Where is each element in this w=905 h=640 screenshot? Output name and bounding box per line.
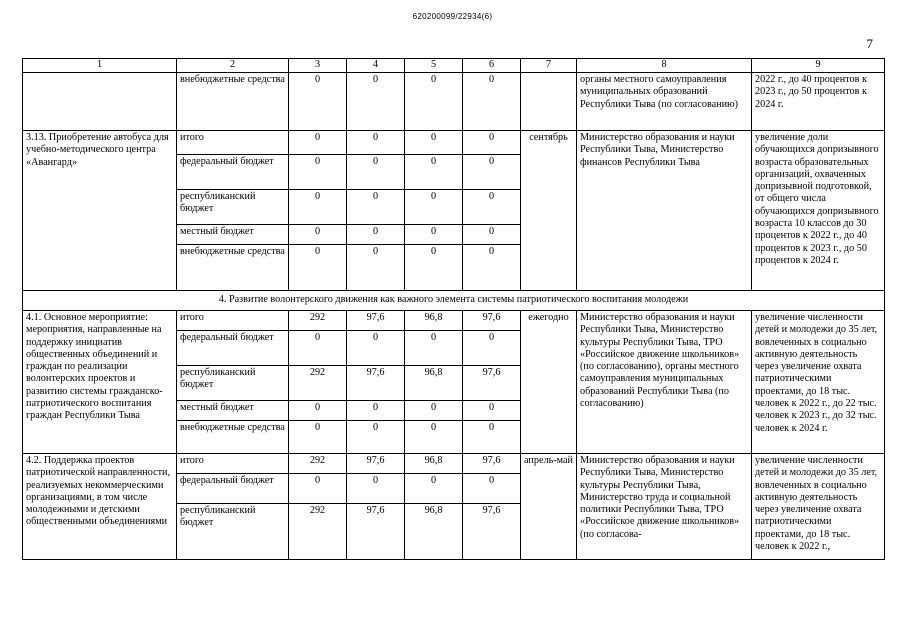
empty-cell <box>23 73 177 131</box>
col-header: 3 <box>289 59 347 73</box>
section-row <box>23 291 885 311</box>
value-cell: 0 <box>405 401 463 421</box>
value-cell: 0 <box>289 225 347 245</box>
executors-cell: Министерство образования и науки Республики Тыва, Министерство культуры Республики Тыва, Министерство труда и социальной политики Республики Тыва, ТРО «Российское движение школьников» (по согласова- <box>577 454 752 560</box>
value-cell: 292 <box>289 454 347 474</box>
value-cell: 0 <box>463 474 521 504</box>
value-cell: 0 <box>347 155 405 190</box>
executors-cell: органы местного самоуправления муниципальных образований Республики Тыва (по согласованию) <box>577 73 752 131</box>
funding-source: внебюджетные средства <box>177 245 289 291</box>
value-cell: 0 <box>463 190 521 225</box>
col-header: 5 <box>405 59 463 73</box>
result-cell: увеличение численности детей и молодежи до 35 лет, вовлеченных в социально активную деятельность через увеличение охвата патриотическими проектами, до 18 тыс. человек к 2022 г., до 22 тыс. человек к 2023 г., до 32 тыс. человек к 2024 г. <box>752 311 885 454</box>
section-title: 4. Развитие волонтерского движения как важного элемента системы патриотического воспитания молодежи <box>23 291 885 311</box>
value-cell: 0 <box>405 331 463 366</box>
value-cell: 0 <box>463 131 521 155</box>
col-header: 9 <box>752 59 885 73</box>
funding-source: республиканский бюджет <box>177 504 289 560</box>
term-cell: апрель-май <box>521 454 577 560</box>
value-cell: 0 <box>289 73 347 131</box>
col-header: 1 <box>23 59 177 73</box>
value-cell: 0 <box>347 225 405 245</box>
value-cell: 0 <box>405 131 463 155</box>
value-cell: 0 <box>405 474 463 504</box>
value-cell: 0 <box>347 131 405 155</box>
funding-source: итого <box>177 131 289 155</box>
funding-source: местный бюджет <box>177 401 289 421</box>
value-cell: 0 <box>289 474 347 504</box>
funding-source: итого <box>177 454 289 474</box>
value-cell: 0 <box>289 190 347 225</box>
funding-source: внебюджетные средства <box>177 73 289 131</box>
col-header: 4 <box>347 59 405 73</box>
value-cell: 96,8 <box>405 366 463 401</box>
value-cell: 0 <box>463 155 521 190</box>
executors-cell: Министерство образования и науки Республики Тыва, Министерство финансов Республики Тыва <box>577 131 752 291</box>
value-cell: 0 <box>347 401 405 421</box>
value-cell: 292 <box>289 504 347 560</box>
funding-source: республиканский бюджет <box>177 190 289 225</box>
table-row <box>23 454 885 474</box>
value-cell: 0 <box>463 401 521 421</box>
value-cell: 0 <box>463 73 521 131</box>
col-header: 8 <box>577 59 752 73</box>
value-cell: 97,6 <box>347 504 405 560</box>
value-cell: 96,8 <box>405 504 463 560</box>
funding-source: итого <box>177 311 289 331</box>
value-cell: 0 <box>347 245 405 291</box>
col-header: 6 <box>463 59 521 73</box>
value-cell: 0 <box>463 331 521 366</box>
col-header: 7 <box>521 59 577 73</box>
value-cell: 0 <box>289 421 347 454</box>
result-cell: увеличение доли обучающихся допризывного возраста образовательных организаций, охваченных допризывной подготовкой, от общего числа обучающихся допризывного возраста 10 классов до 30 процентов к 2022 г., до 40 процентов к 2023 г., до 50 процентов к 2024 г. <box>752 131 885 291</box>
funding-source: внебюджетные средства <box>177 421 289 454</box>
value-cell: 0 <box>289 401 347 421</box>
table-row <box>23 73 885 131</box>
value-cell: 97,6 <box>463 504 521 560</box>
document-id: 620200099/22934(6) <box>412 12 493 21</box>
value-cell: 0 <box>347 331 405 366</box>
value-cell: 0 <box>347 421 405 454</box>
value-cell: 0 <box>405 190 463 225</box>
funding-source: федеральный бюджет <box>177 474 289 504</box>
funding-source: республиканский бюджет <box>177 366 289 401</box>
funding-source: федеральный бюджет <box>177 155 289 190</box>
value-cell: 97,6 <box>463 366 521 401</box>
value-cell: 0 <box>405 73 463 131</box>
funding-source: местный бюджет <box>177 225 289 245</box>
value-cell: 97,6 <box>347 366 405 401</box>
result-cell: увеличение численности детей и молодежи до 35 лет, вовлеченных в социально активную деятельность через увеличение охвата патриотическими проектами, до 18 тыс. человек к 2022 г., <box>752 454 885 560</box>
table-row <box>23 131 885 155</box>
funding-source: федеральный бюджет <box>177 331 289 366</box>
measure-name: 4.2. Поддержка проектов патриотической направленности, реализуемых некоммерческими организациями, в том числе молодежными и детскими общественными объединениями <box>23 454 177 560</box>
value-cell: 0 <box>463 421 521 454</box>
value-cell: 96,8 <box>405 311 463 331</box>
column-number-row <box>23 59 885 73</box>
value-cell: 0 <box>405 245 463 291</box>
page-number: 7 <box>866 36 873 51</box>
measure-name: 3.13. Приобретение автобуса для учебно-методического центра «Авангард» <box>23 131 177 291</box>
value-cell: 0 <box>405 155 463 190</box>
value-cell: 97,6 <box>347 454 405 474</box>
executors-cell: Министерство образования и науки Республики Тыва, Министерство культуры Республики Тыва, ТРО «Российское движение школьников» (по согласованию), органы местного самоуправления муниципальных образований Республики Тыва (по согласованию) <box>577 311 752 454</box>
measure-name: 4.1. Основное мероприятие: мероприятия, направленные на поддержку инициатив общественных объединений и граждан по реализации волонтерских проектов и развитию системы гражданско-патриотического воспитания граждан Республики Тыва <box>23 311 177 454</box>
value-cell: 0 <box>289 131 347 155</box>
value-cell: 0 <box>405 225 463 245</box>
value-cell: 0 <box>347 474 405 504</box>
value-cell: 0 <box>289 155 347 190</box>
value-cell: 0 <box>347 190 405 225</box>
term-cell: сентябрь <box>521 131 577 291</box>
result-cell: 2022 г., до 40 процентов к 2023 г., до 50 процентов к 2024 г. <box>752 73 885 131</box>
value-cell: 0 <box>289 245 347 291</box>
empty-cell <box>521 73 577 131</box>
value-cell: 97,6 <box>347 311 405 331</box>
value-cell: 97,6 <box>463 454 521 474</box>
value-cell: 0 <box>463 245 521 291</box>
term-cell: ежегодно <box>521 311 577 454</box>
col-header: 2 <box>177 59 289 73</box>
value-cell: 0 <box>405 421 463 454</box>
value-cell: 292 <box>289 366 347 401</box>
program-table <box>22 58 885 560</box>
value-cell: 96,8 <box>405 454 463 474</box>
value-cell: 97,6 <box>463 311 521 331</box>
value-cell: 0 <box>463 225 521 245</box>
value-cell: 0 <box>289 331 347 366</box>
value-cell: 0 <box>347 73 405 131</box>
table-row <box>23 311 885 331</box>
value-cell: 292 <box>289 311 347 331</box>
